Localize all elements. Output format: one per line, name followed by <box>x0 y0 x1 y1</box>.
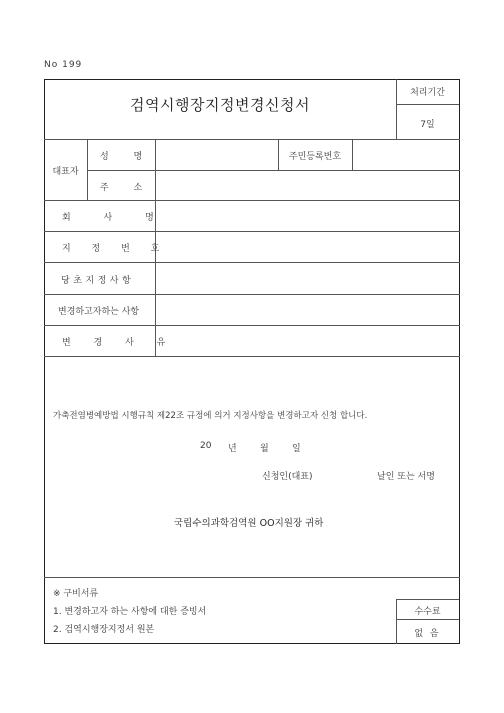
fee-value: 없 음 <box>414 629 441 639</box>
application-statement: 가축전염병예방법 시행규칙 제22조 규정에 의거 지정사항을 변경하고자 신청 합니다. <box>53 411 368 421</box>
change-reason-field[interactable] <box>156 326 458 355</box>
resident-number-field[interactable] <box>353 140 458 169</box>
date-day: 일 <box>292 444 301 454</box>
date-year: 년 <box>228 444 237 454</box>
attachment-item: 1. 변경하고자 하는 사항에 대한 증빙서 <box>53 607 207 617</box>
name-label: 성 명 <box>100 152 154 162</box>
form-number: No 199 <box>44 60 83 70</box>
fee-box-top <box>396 599 459 600</box>
processing-period-value: 7일 <box>420 120 435 130</box>
address-label: 주 소 <box>100 183 154 193</box>
original-designation-field[interactable] <box>156 263 458 293</box>
form-title: 검역시행장지정변경신청서 <box>130 96 310 114</box>
applicant-label: 신청인(대표) <box>262 472 313 482</box>
frame-top <box>44 79 460 80</box>
grid-line <box>44 356 460 357</box>
attachments-heading: ※ 구비서류 <box>53 589 99 599</box>
name-field[interactable] <box>156 140 277 169</box>
change-items-field[interactable] <box>156 295 458 324</box>
seal-or-signature-label: 날인 또는 서명 <box>377 472 435 482</box>
frame-bottom <box>44 643 460 644</box>
site-number-field[interactable] <box>156 232 458 261</box>
processing-mid-line <box>396 104 459 105</box>
change-reason-label: 변 경 사 유 <box>62 338 176 348</box>
resident-number-label: 주민등록번호 <box>288 152 342 162</box>
attachment-item: 2. 검역시행장지정서 원본 <box>53 625 155 635</box>
grid-line <box>44 577 460 578</box>
fee-box-mid <box>396 619 459 620</box>
date-year-prefix: 20 <box>200 441 212 451</box>
grid-line <box>87 139 88 200</box>
frame-right <box>459 79 460 644</box>
processing-period-label: 처리기간 <box>410 88 445 98</box>
fee-label: 수수료 <box>414 607 441 617</box>
company-name-field[interactable] <box>156 201 458 230</box>
site-number-label: 지 정 번 호 <box>62 244 169 254</box>
change-items-label: 변경하고자하는 사항 <box>58 307 140 317</box>
addressee: 국립수의과학검역원 OO지원장 귀하 <box>174 518 324 529</box>
representative-label: 대표자 <box>52 167 79 177</box>
company-name-label: 회 사 명 <box>62 213 169 223</box>
date-month: 월 <box>260 444 269 454</box>
original-designation-label: 당초지정사항 <box>61 276 135 286</box>
address-field[interactable] <box>156 171 458 199</box>
